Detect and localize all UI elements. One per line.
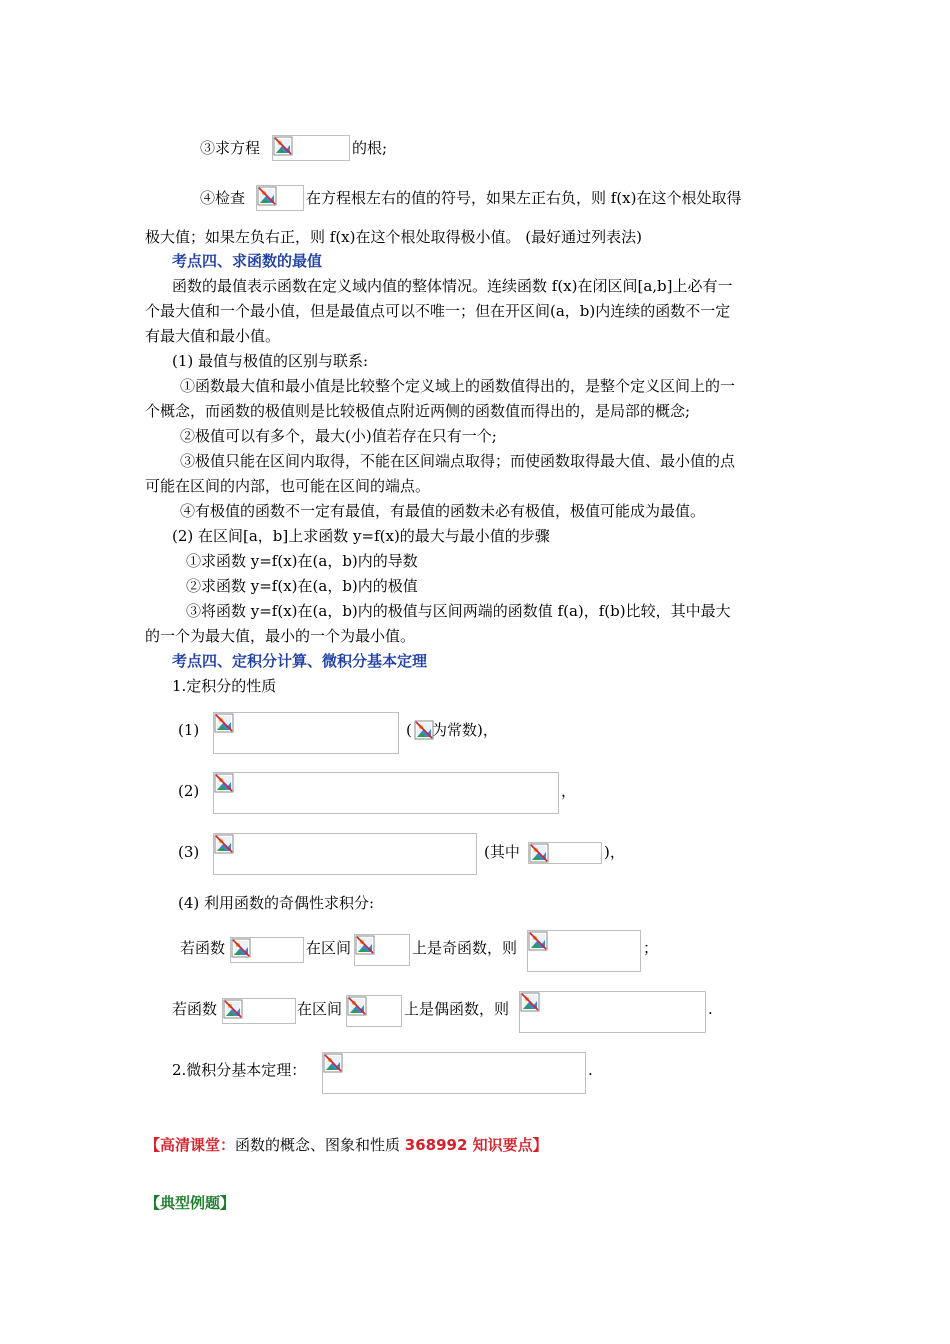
punctuation: ； [643,939,659,957]
hd-code: 368992 知识要点 [404,1136,533,1154]
paragraph-line: 函数的最值表示函数在定义域内值的整体情况。连续函数 f(x)在闭区间[a,b]上必有一 [172,277,733,295]
step3-suffix: 的根; [352,139,388,157]
formula-image [213,833,477,875]
broken-image-icon [257,186,277,206]
broken-image-icon [231,938,251,958]
punctuation: . [708,1000,713,1018]
paragraph-line: 个概念，而函数的极值则是比较极值点附近两侧的函数值而得出的，是局部的概念; [145,402,691,420]
formula-image [213,712,399,754]
note-text: 为常数)， [432,721,498,739]
step3-prefix: ③求方程 [200,139,261,157]
text-fragment: 在区间 [306,939,352,957]
note-open: (其中 [484,843,520,861]
step4-prefix: ④检查 [200,189,246,207]
paragraph-line: ④有极值的函数不一定有最值，有最值的函数未必有极值，极值可能成为最值。 [180,502,706,520]
property-label: (1) [178,721,200,739]
formula-image [322,1052,586,1094]
property-label: (4) 利用函数的奇偶性求积分: [178,894,375,912]
punctuation: . [588,1061,593,1079]
broken-image-icon [323,1053,343,1073]
text-fragment: 上是偶函数，则 [404,1000,510,1018]
text-fragment: 若函数 [172,1000,218,1018]
step-item: ③将函数 y=f(x)在(a，b)内的极值与区间两端的函数值 f(a)，f(b)比较，其中最大 [186,602,731,620]
step-item: ②求函数 y=f(x)在(a，b)内的极值 [186,577,418,595]
list-item: (2) 在区间[a，b]上求函数 y=f(x)的最大与最小值的步骤 [172,527,550,545]
broken-image-icon [355,935,375,955]
broken-image-icon [223,999,243,1019]
note-open: ( [406,721,412,739]
formula-image [519,991,706,1033]
paragraph-line: 有最大值和最小值。 [145,327,281,345]
broken-image-icon [520,992,540,1012]
list-item: (1) 最值与极值的区别与联系: [172,352,369,370]
broken-image-icon [214,834,234,854]
broken-image-icon [528,931,548,951]
paragraph-line: 个最大值和一个最小值，但是最值点可以不唯一；但在开区间(a，b)内连续的函数不一定 [145,302,731,320]
subsection-title: 1.定积分的性质 [172,677,277,695]
broken-image-icon [414,720,434,740]
paragraph-line: 可能在区间的内部，也可能在区间的端点。 [145,477,431,495]
hd-topic: 函数的概念、图象和性质 [235,1136,405,1154]
step-item: 的一个为最大值，最小的一个为最小值。 [145,627,416,645]
paragraph-line: ①函数最大值和最小值是比较整个定义域上的函数值得出的，是整个定义区间上的一 [180,377,736,395]
text-fragment: 在区间 [297,1000,343,1018]
property-label: (3) [178,843,200,861]
text-fragment: 若函数 [180,939,226,957]
text-fragment: 上是奇函数，则 [412,939,518,957]
hd-class-link[interactable] [145,1135,548,1155]
note-close: )， [604,843,625,861]
formula-image [213,772,559,814]
bracket-open: 【高清课堂： [145,1136,236,1154]
paragraph-line: ②极值可以有多个，最大(小)值若存在只有一个; [180,427,497,445]
broken-image-icon [347,996,367,1016]
step-item: ①求函数 y=f(x)在(a，b)内的导数 [186,552,418,570]
broken-image-icon [273,136,293,156]
section-heading-extrema: 考点四、求函数的最值 [172,252,323,270]
paragraph-line: ③极值只能在区间内取得，不能在区间端点取得；而使函数取得最大值、最小值的点 [180,452,736,470]
broken-image-icon [529,843,549,863]
examples-heading: 【典型例题】 [145,1194,236,1212]
punctuation: ， [561,782,577,800]
step4-line2: 极大值；如果左负右正，则 f(x)在这个根处取得极小值。 (最好通过列表法) [145,228,642,246]
section-heading-integral: 考点四、定积分计算、微积分基本定理 [172,652,428,670]
step4-text: 在方程根左右的值的符号，如果左正右负，则 f(x)在这个根处取得 [306,189,742,207]
bracket-close: 】 [532,1136,548,1154]
theorem-label: 2.微积分基本定理： [172,1061,307,1079]
property-label: (2) [178,782,200,800]
broken-image-icon [214,713,234,733]
broken-image-icon [214,773,234,793]
